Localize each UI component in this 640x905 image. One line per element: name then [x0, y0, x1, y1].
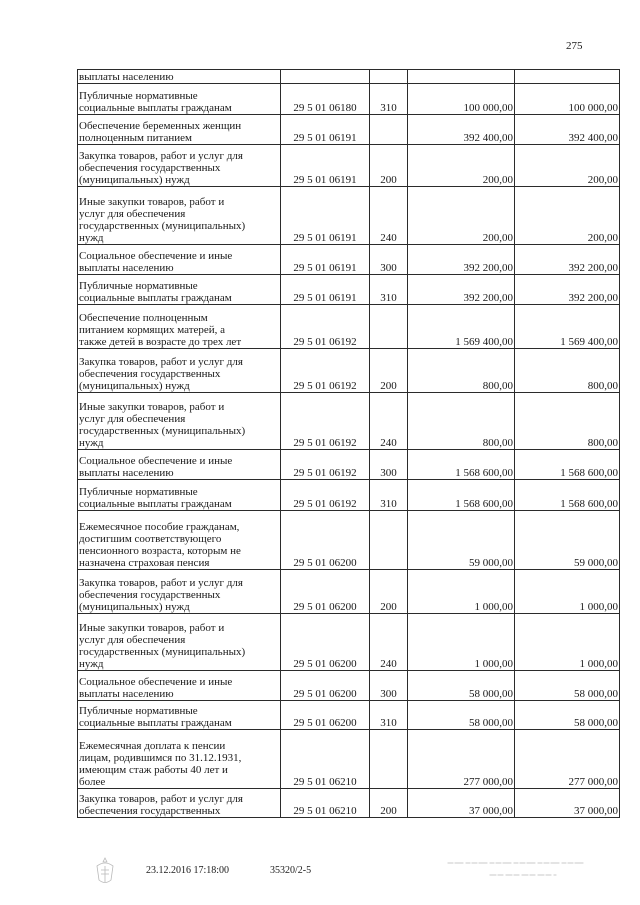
cell-text: 1 000,00 — [579, 601, 618, 613]
row-sum2-cell — [515, 450, 620, 480]
cell-text: Социальное обеспечение и иные выплаты населению — [79, 455, 233, 479]
row-sum2-cell — [515, 789, 620, 818]
cell-text: 37 000,00 — [574, 805, 618, 817]
cell-text: 200,00 — [482, 232, 513, 244]
cell-text: 29 5 01 06192 — [293, 467, 357, 479]
budget-table — [77, 69, 620, 818]
row-name-cell — [78, 480, 281, 511]
row-sum2-cell — [515, 305, 620, 349]
row-code-cell — [281, 480, 370, 511]
cell-text: 392 200,00 — [463, 292, 513, 304]
row-sum1-cell — [408, 305, 515, 349]
cell-text: 200 — [380, 805, 397, 817]
row-sum1-cell — [408, 115, 515, 145]
cell-text: 1 000,00 — [474, 658, 513, 670]
row-code-cell — [281, 511, 370, 570]
table-row — [78, 187, 620, 245]
cell-text: 392 200,00 — [568, 262, 618, 274]
cell-text: 1 568 600,00 — [560, 467, 618, 479]
cell-text: 240 — [380, 658, 397, 670]
row-sum1-cell — [408, 511, 515, 570]
row-type-cell — [370, 187, 408, 245]
row-type-cell — [370, 115, 408, 145]
cell-text: 310 — [380, 292, 397, 304]
cell-text: 29 5 01 06192 — [293, 437, 357, 449]
row-code-cell — [281, 614, 370, 671]
row-sum2-cell — [515, 701, 620, 730]
row-sum2-cell — [515, 614, 620, 671]
row-sum2-cell — [515, 349, 620, 393]
table-row — [78, 701, 620, 730]
row-code-cell — [281, 70, 370, 84]
table-row — [78, 245, 620, 275]
row-code-cell — [281, 115, 370, 145]
row-name-cell — [78, 570, 281, 614]
row-name-cell — [78, 84, 281, 115]
row-sum1-cell — [408, 245, 515, 275]
row-type-cell — [370, 789, 408, 818]
cell-text: 300 — [380, 688, 397, 700]
cell-text: 29 5 01 06191 — [293, 292, 357, 304]
footer-doc-number: 35320/2-5 — [270, 865, 312, 876]
cell-text: 392 400,00 — [568, 132, 618, 144]
cell-text: 800,00 — [587, 437, 618, 449]
cell-text: 29 5 01 06180 — [293, 102, 357, 114]
row-code-cell — [281, 701, 370, 730]
cell-text: 1 568 600,00 — [455, 467, 513, 479]
row-type-cell — [370, 393, 408, 450]
row-name-cell — [78, 305, 281, 349]
row-code-cell — [281, 789, 370, 818]
cell-text: Социальное обеспечение и иные выплаты населению — [79, 676, 233, 700]
cell-text: 300 — [380, 262, 397, 274]
cell-text: 29 5 01 06191 — [293, 174, 357, 186]
cell-text: 310 — [380, 717, 397, 729]
cell-text: 200 — [380, 380, 397, 392]
row-type-cell — [370, 511, 408, 570]
table-body — [78, 70, 620, 818]
cell-text: 1 000,00 — [474, 601, 513, 613]
cell-text: 58 000,00 — [469, 717, 513, 729]
row-name-cell — [78, 701, 281, 730]
row-sum2-cell — [515, 570, 620, 614]
table-row — [78, 305, 620, 349]
row-name-cell — [78, 70, 281, 84]
cell-text: 58 000,00 — [574, 717, 618, 729]
row-name-cell — [78, 187, 281, 245]
row-name-cell — [78, 730, 281, 789]
cell-text: Публичные нормативные социальные выплаты гражданам — [79, 486, 232, 510]
table-row — [78, 349, 620, 393]
cell-text: 29 5 01 06192 — [293, 336, 357, 348]
cell-text: 29 5 01 06192 — [293, 498, 357, 510]
row-sum1-cell — [408, 730, 515, 789]
row-sum1-cell — [408, 450, 515, 480]
cell-text: 58 000,00 — [469, 688, 513, 700]
row-code-cell — [281, 450, 370, 480]
cell-text: 200 — [380, 174, 397, 186]
table-row — [78, 789, 620, 818]
row-sum1-cell — [408, 70, 515, 84]
row-type-cell — [370, 349, 408, 393]
cell-text: 200,00 — [587, 232, 618, 244]
footer-datetime: 23.12.2016 17:18:00 — [146, 865, 230, 876]
row-code-cell — [281, 275, 370, 305]
cell-text: Закупка товаров, работ и услуг для обеспечения государственных — [79, 793, 243, 817]
cell-text: 392 200,00 — [463, 262, 513, 274]
row-code-cell — [281, 349, 370, 393]
row-code-cell — [281, 187, 370, 245]
cell-text: 277 000,00 — [568, 776, 618, 788]
row-type-cell — [370, 305, 408, 349]
cell-text: 800,00 — [482, 437, 513, 449]
row-sum2-cell — [515, 84, 620, 115]
row-sum1-cell — [408, 570, 515, 614]
cell-text: 392 200,00 — [568, 292, 618, 304]
row-type-cell — [370, 701, 408, 730]
cell-text: 1 000,00 — [579, 658, 618, 670]
cell-text: 200 — [380, 601, 397, 613]
cell-text: Иные закупки товаров, работ и услуг для обеспечения государственных (муниципальных) нужд — [79, 196, 246, 244]
cell-text: 1 568 600,00 — [560, 498, 618, 510]
cell-text: 200,00 — [587, 174, 618, 186]
cell-text: Закупка товаров, работ и услуг для обеспечения государственных (муниципальных) нужд — [79, 150, 243, 186]
cell-text: 200,00 — [482, 174, 513, 186]
cell-text: 37 000,00 — [469, 805, 513, 817]
cell-text: 800,00 — [587, 380, 618, 392]
row-sum2-cell — [515, 145, 620, 187]
row-type-cell — [370, 450, 408, 480]
row-sum2-cell — [515, 275, 620, 305]
cell-text: 1 569 400,00 — [455, 336, 513, 348]
cell-text: 100 000,00 — [463, 102, 513, 114]
cell-text: 300 — [380, 467, 397, 479]
cell-text: 100 000,00 — [568, 102, 618, 114]
row-type-cell — [370, 275, 408, 305]
row-sum2-cell — [515, 730, 620, 789]
cell-text: 29 5 01 06191 — [293, 232, 357, 244]
table-row — [78, 450, 620, 480]
cell-text: 277 000,00 — [463, 776, 513, 788]
cell-text: 1 569 400,00 — [560, 336, 618, 348]
row-sum2-cell — [515, 671, 620, 701]
cell-text: 240 — [380, 232, 397, 244]
row-sum1-cell — [408, 393, 515, 450]
row-type-cell — [370, 245, 408, 275]
table-row — [78, 70, 620, 84]
row-code-cell — [281, 570, 370, 614]
cell-text: Социальное обеспечение и иные выплаты населению — [79, 250, 233, 274]
table-row — [78, 480, 620, 511]
row-sum2-cell — [515, 245, 620, 275]
row-type-cell — [370, 730, 408, 789]
row-sum1-cell — [408, 349, 515, 393]
table-row — [78, 115, 620, 145]
row-name-cell — [78, 275, 281, 305]
cell-text: Публичные нормативные социальные выплаты гражданам — [79, 280, 232, 304]
table-row — [78, 614, 620, 671]
cell-text: 1 568 600,00 — [455, 498, 513, 510]
row-code-cell — [281, 84, 370, 115]
faded-stamp-watermark — [444, 856, 594, 884]
cell-text: Ежемесячное пособие гражданам, достигшим соответствующего пенсионного возраста, которым не назначена страховая пенсия — [79, 521, 241, 569]
row-code-cell — [281, 305, 370, 349]
cell-text: 392 400,00 — [463, 132, 513, 144]
row-name-cell — [78, 115, 281, 145]
cell-text: Закупка товаров, работ и услуг для обеспечения государственных (муниципальных) нужд — [79, 356, 243, 392]
table-row — [78, 275, 620, 305]
coat-of-arms-icon — [92, 856, 118, 886]
cell-text: 800,00 — [482, 380, 513, 392]
cell-text: Обеспечение полноценным питанием кормящих матерей, а также детей в возрасте до трех лет — [79, 312, 242, 348]
cell-text: 29 5 01 06200 — [293, 717, 357, 729]
page-number: 275 — [566, 40, 583, 52]
row-sum1-cell — [408, 789, 515, 818]
row-type-cell — [370, 570, 408, 614]
cell-text: 58 000,00 — [574, 688, 618, 700]
cell-text: 59 000,00 — [469, 557, 513, 569]
row-code-cell — [281, 393, 370, 450]
table-row — [78, 84, 620, 115]
row-code-cell — [281, 145, 370, 187]
cell-text: Ежемесячная доплата к пенсии лицам, родившимся по 31.12.1931, имеющим стаж работы 40 лет и более — [79, 740, 242, 788]
cell-text: 310 — [380, 102, 397, 114]
row-name-cell — [78, 671, 281, 701]
row-name-cell — [78, 450, 281, 480]
row-code-cell — [281, 671, 370, 701]
cell-text: Закупка товаров, работ и услуг для обеспечения государственных (муниципальных) нужд — [79, 577, 243, 613]
table-row — [78, 570, 620, 614]
row-type-cell — [370, 145, 408, 187]
cell-text: 29 5 01 06200 — [293, 688, 357, 700]
row-type-cell — [370, 480, 408, 511]
cell-text: Публичные нормативные социальные выплаты гражданам — [79, 705, 232, 729]
row-type-cell — [370, 614, 408, 671]
row-sum2-cell — [515, 115, 620, 145]
row-sum2-cell — [515, 187, 620, 245]
cell-text: 29 5 01 06192 — [293, 380, 357, 392]
row-sum2-cell — [515, 480, 620, 511]
row-type-cell — [370, 70, 408, 84]
row-sum1-cell — [408, 701, 515, 730]
row-type-cell — [370, 671, 408, 701]
table-row — [78, 730, 620, 789]
row-sum2-cell — [515, 511, 620, 570]
table-row — [78, 145, 620, 187]
table-row — [78, 393, 620, 450]
cell-text: 29 5 01 06191 — [293, 262, 357, 274]
cell-text: 29 5 01 06210 — [293, 805, 357, 817]
row-sum1-cell — [408, 84, 515, 115]
cell-text: 29 5 01 06200 — [293, 601, 357, 613]
cell-text: 310 — [380, 498, 397, 510]
row-name-cell — [78, 145, 281, 187]
table-row — [78, 671, 620, 701]
row-type-cell — [370, 84, 408, 115]
row-sum1-cell — [408, 145, 515, 187]
row-name-cell — [78, 349, 281, 393]
cell-text: Иные закупки товаров, работ и услуг для обеспечения государственных (муниципальных) нужд — [79, 401, 246, 449]
cell-text: Публичные нормативные социальные выплаты гражданам — [79, 90, 232, 114]
cell-text: 29 5 01 06200 — [293, 557, 357, 569]
row-code-cell — [281, 730, 370, 789]
row-name-cell — [78, 393, 281, 450]
cell-text: 29 5 01 06191 — [293, 132, 357, 144]
cell-text: 29 5 01 06210 — [293, 776, 357, 788]
row-name-cell — [78, 789, 281, 818]
row-sum2-cell — [515, 70, 620, 84]
row-sum2-cell — [515, 393, 620, 450]
cell-text: Иные закупки товаров, работ и услуг для обеспечения государственных (муниципальных) нужд — [79, 622, 246, 670]
table-row — [78, 511, 620, 570]
row-sum1-cell — [408, 614, 515, 671]
row-name-cell — [78, 245, 281, 275]
cell-text: Обеспечение беременных женщин полноценным питанием — [79, 120, 242, 144]
row-name-cell — [78, 511, 281, 570]
row-code-cell — [281, 245, 370, 275]
cell-text: 240 — [380, 437, 397, 449]
row-sum1-cell — [408, 671, 515, 701]
row-name-cell — [78, 614, 281, 671]
cell-text: выплаты населению — [79, 71, 174, 83]
cell-text: 29 5 01 06200 — [293, 658, 357, 670]
row-sum1-cell — [408, 275, 515, 305]
row-sum1-cell — [408, 480, 515, 511]
row-sum1-cell — [408, 187, 515, 245]
cell-text: 59 000,00 — [574, 557, 618, 569]
